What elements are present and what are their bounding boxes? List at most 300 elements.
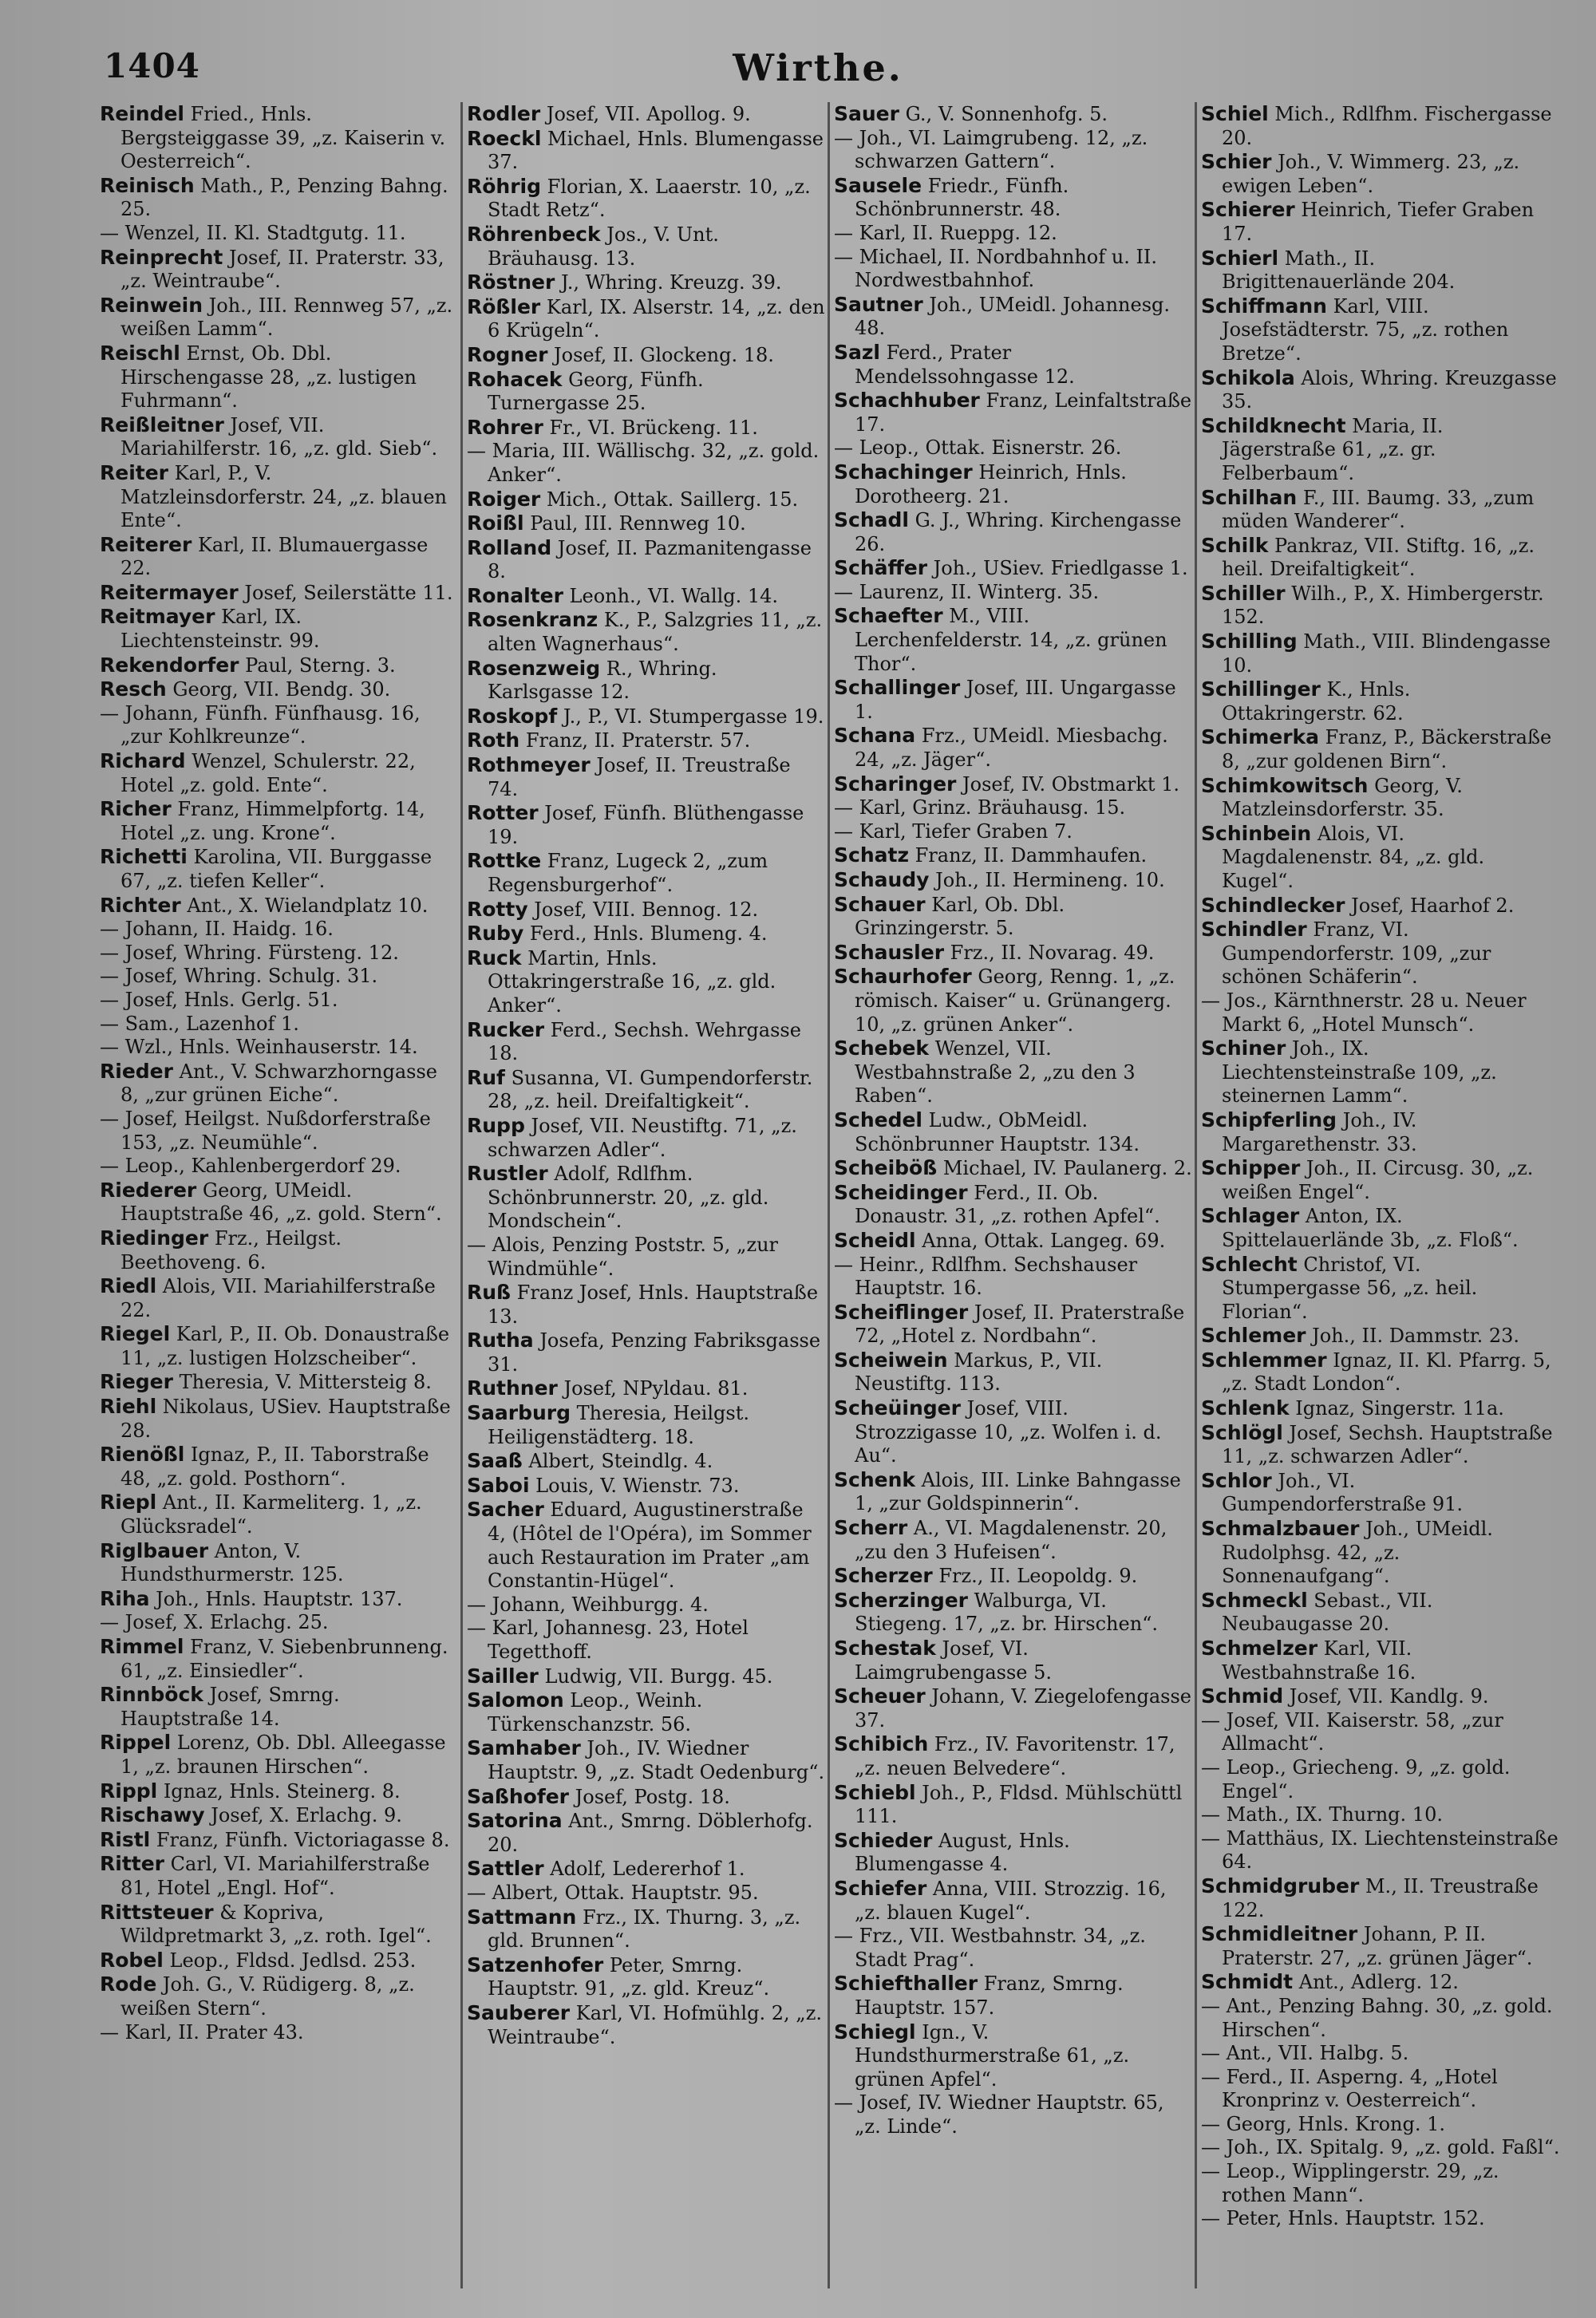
entry-details: — Leop., Griecheng. 9, „z. gold. Engel“.	[1201, 1755, 1511, 1803]
directory-entry	[834, 102, 1193, 127]
entry-surname: Sailler	[467, 1664, 539, 1688]
directory-entry	[1201, 1995, 1560, 2042]
directory-entry	[1201, 1922, 1560, 1970]
directory-entry	[467, 1018, 826, 1066]
entry-surname: Schausler	[834, 940, 945, 964]
entry-surname: Sausele	[834, 173, 922, 197]
entry-details: Georg, UMeidl. Hauptstraße 46, „z. gold. Stern“.	[120, 1179, 442, 1226]
directory-entry	[834, 174, 1193, 222]
directory-entry	[834, 460, 1193, 508]
directory-entry	[100, 1828, 459, 1853]
entry-details: Georg, VII. Bendg. 30.	[172, 678, 391, 701]
entry-details: Alois, VII. Mariahilferstraße 22.	[120, 1275, 436, 1321]
entry-details: Josef, VII. Mariahilferstr. 16, „z. gld. Sieb“.	[120, 413, 438, 460]
entry-details: Anna, Ottak. Langeg. 69.	[922, 1229, 1166, 1252]
directory-entry	[834, 556, 1193, 581]
directory-entry	[834, 843, 1193, 868]
entry-details: A., VI. Magdalenenstr. 20, „zu den 3 Hufeisen“.	[855, 1517, 1167, 1563]
entry-details: Leop., Weinh. Türkenschanzstr. 56.	[488, 1689, 703, 1736]
directory-entry	[834, 341, 1193, 389]
entry-surname: Rustler	[467, 1162, 548, 1186]
entry-surname: Schmidleitner	[1201, 1922, 1358, 1946]
entry-surname: Roth	[467, 729, 520, 752]
entry-surname: Roiger	[467, 487, 541, 511]
directory-entry	[100, 581, 459, 606]
directory-entry	[100, 965, 459, 989]
directory-entry	[1201, 918, 1560, 989]
entry-details: — Karl, II. Prater 43.	[100, 2020, 304, 2044]
directory-entry	[100, 1972, 459, 2020]
entry-details: K., P., Salzgries 11, „z. alten Wagnerhaus“.	[488, 609, 823, 656]
entry-details: Math., II. Brigittenauerlände 204.	[1222, 247, 1456, 294]
entry-details: — Wenzel, II. Kl. Stadtgutg. 11.	[100, 221, 406, 244]
entry-surname: Sautner	[834, 292, 923, 316]
directory-entry	[467, 849, 826, 897]
directory-entry	[1201, 2113, 1560, 2137]
column-divider	[828, 102, 830, 2288]
directory-entry	[100, 1155, 459, 1179]
entry-details: — Karl, Grinz. Bräuhausg. 15.	[834, 796, 1126, 819]
entry-details: Ferd., II. Ob. Donaustr. 31, „z. rothen Apfel“.	[855, 1181, 1160, 1228]
entry-surname: Riegel	[100, 1322, 171, 1346]
entry-surname: Reinisch	[100, 173, 195, 197]
entry-details: — Maria, III. Wällischg. 32, „z. gold. Anker“.	[467, 440, 820, 486]
entry-surname: Rosenkranz	[467, 608, 598, 632]
entry-surname: Ruthner	[467, 1376, 558, 1400]
entry-surname: Schildknecht	[1201, 413, 1346, 437]
directory-entry	[1201, 534, 1560, 582]
directory-entry	[467, 416, 826, 440]
entry-surname: Richard	[100, 749, 186, 773]
entry-details: Math., VIII. Blindengasse 10.	[1222, 630, 1551, 677]
entry-details: — Josef, X. Erlachg. 25.	[100, 1611, 329, 1634]
directory-entry	[1201, 1589, 1560, 1637]
entry-surname: Schadl	[834, 508, 909, 532]
directory-entry	[1201, 1396, 1560, 1421]
entry-surname: Schmelzer	[1201, 1637, 1318, 1660]
entry-surname: Saboi	[467, 1473, 530, 1497]
entry-surname: Schiner	[1201, 1037, 1286, 1060]
entry-details: Walburga, VI. Stiegeng. 17, „z. br. Hirschen“.	[855, 1589, 1159, 1636]
entry-details: Fr., VI. Brückeng. 11.	[549, 416, 758, 439]
entry-details: Alois, III. Linke Bahngasse 1, „zur Goldspinnerin“.	[855, 1468, 1181, 1515]
directory-entry	[100, 533, 459, 581]
directory-entry	[834, 1396, 1193, 1468]
entry-details: — Karl, II. Rueppg. 12.	[834, 221, 1057, 244]
entry-details: Math., P., Penzing Bahng. 25.	[120, 174, 448, 221]
directory-entry	[100, 1370, 459, 1395]
entry-surname: Schiegl	[834, 2020, 916, 2044]
directory-entry	[467, 2001, 826, 2049]
entry-surname: Roeckl	[467, 126, 542, 150]
entry-details: Joh., II. Hermineng. 10.	[935, 869, 1165, 891]
directory-entry	[100, 942, 459, 966]
directory-entry	[467, 1114, 826, 1162]
entry-surname: Schiefer	[834, 1876, 927, 1900]
entry-details: Fried., Hnls. Bergsteiggasse 39, „z. Kaiserin v. Oesterreich“.	[120, 103, 446, 173]
directory-entry	[834, 1468, 1193, 1516]
entry-surname: Reitmayer	[100, 605, 215, 629]
entry-details: Joh., II. Circusg. 30, „z. weißen Engel“.	[1222, 1157, 1534, 1203]
entry-surname: Ruck	[467, 946, 522, 969]
entry-surname: Reindel	[100, 102, 184, 125]
directory-entry	[100, 1803, 459, 1828]
entry-details: Franz, II. Dammhaufen.	[915, 844, 1148, 867]
entry-details: Michael, IV. Paulanerg. 2.	[942, 1157, 1192, 1180]
entry-surname: Schiebl	[834, 1780, 916, 1804]
entry-details: Karl, Ob. Dbl. Grinzingerstr. 5.	[855, 893, 1065, 940]
directory-entry	[100, 845, 459, 893]
entry-surname: Rippl	[100, 1779, 158, 1803]
directory-entry	[1201, 1709, 1560, 1756]
directory-entry	[834, 676, 1193, 724]
directory-entry	[1201, 1469, 1560, 1517]
entry-surname: Schinbein	[1201, 821, 1312, 845]
entry-details: Heinrich, Tiefer Graben 17.	[1222, 199, 1535, 245]
directory-entry	[100, 222, 459, 246]
entry-details: Karl, IX. Liechtensteinstr. 99.	[120, 606, 320, 653]
entry-surname: Robel	[100, 1948, 164, 1972]
entry-surname: Schana	[834, 724, 916, 748]
entry-surname: Schier	[1201, 150, 1272, 174]
entry-surname: Schmalzbauer	[1201, 1517, 1360, 1541]
directory-entry	[467, 368, 826, 416]
entry-surname: Reißleitner	[100, 413, 224, 436]
entry-details: F., III. Baumg. 33, „zum müden Wanderer“.	[1222, 486, 1535, 533]
entry-surname: Salomon	[467, 1688, 564, 1712]
directory-entry	[834, 1516, 1193, 1564]
entry-surname: Sauberer	[467, 2000, 571, 2024]
page-number: 1404	[104, 46, 200, 85]
entry-surname: Schenk	[834, 1467, 916, 1491]
entry-details: Jos., V. Unt. Bräuhausg. 13.	[488, 223, 719, 270]
entry-details: — Wzl., Hnls. Weinhauserstr. 14.	[100, 1036, 418, 1059]
entry-details: Karl, P., II. Ob. Donaustraße 11, „z. lustigen Holzscheiber“.	[120, 1323, 450, 1369]
directory-entry	[834, 1229, 1193, 1254]
entry-details: Anna, VIII. Strozzig. 16, „z. blauen Kugel“.	[855, 1877, 1167, 1924]
directory-entry	[1201, 294, 1560, 366]
directory-entry	[467, 898, 826, 922]
entry-surname: Scherzer	[834, 1564, 933, 1588]
directory-entry	[834, 2020, 1193, 2092]
entry-details: Frz., II. Novarag. 49.	[950, 941, 1155, 964]
directory-entry	[467, 1785, 826, 1810]
page-title: Wirthe.	[733, 46, 903, 89]
entry-surname: Scheüinger	[834, 1396, 961, 1420]
entry-surname: Rolland	[467, 535, 552, 559]
entry-details: K., Hnls. Ottakringerstr. 62.	[1222, 678, 1411, 725]
directory-entry	[834, 893, 1193, 941]
entry-details: — Joh., VI. Laimgrubeng. 12, „z. schwarzen Gattern“.	[834, 126, 1148, 173]
directory-entry	[834, 941, 1193, 966]
directory-entry	[1201, 1970, 1560, 1995]
directory-entry	[1201, 486, 1560, 534]
entry-surname: Rittsteuer	[100, 1900, 214, 1924]
entry-details: — Joh., IX. Spitalg. 9, „z. gold. Faßl“.	[1201, 2136, 1560, 2159]
directory-entry	[100, 1322, 459, 1370]
entry-details: Johann, V. Ziegelofengasse 37.	[855, 1685, 1192, 1732]
entry-details: Franz, V. Siebenbrunneng. 61, „z. Einsiedler“.	[120, 1636, 448, 1682]
entry-surname: Scheiwein	[834, 1348, 948, 1372]
entry-details: Josef, VI. Laimgrubengasse 5.	[855, 1637, 1053, 1684]
entry-details: Josef, IV. Obstmarkt 1.	[962, 772, 1180, 796]
entry-details: Theresia, V. Mittersteig 8.	[179, 1371, 432, 1394]
directory-entry	[100, 749, 459, 797]
entry-surname: Riedl	[100, 1274, 157, 1298]
directory-entry	[467, 1664, 826, 1689]
entry-surname: Schierer	[1201, 198, 1295, 222]
directory-entry	[834, 127, 1193, 174]
entry-surname: Schmid	[1201, 1684, 1284, 1708]
entry-surname: Riglbauer	[100, 1538, 209, 1562]
entry-details: Franz, Smrng. Hauptstr. 157.	[855, 1972, 1124, 2019]
entry-details: Christof, VI. Stumpergasse 56, „z. heil. Florian“.	[1222, 1253, 1478, 1323]
entry-details: — Josef, Hnls. Gerlg. 51.	[100, 988, 338, 1011]
entry-surname: Schachhuber	[834, 389, 980, 413]
entry-details: & Kopriva, Wildpretmarkt 3, „z. roth. Igel“.	[120, 1901, 432, 1948]
directory-entry	[834, 1181, 1193, 1229]
directory-entry	[834, 508, 1193, 556]
entry-details: Josef, VIII. Bennog. 12.	[534, 898, 759, 921]
entry-surname: Satzenhofer	[467, 1953, 604, 1976]
entry-details: Alois, VI. Magdalenenstr. 84, „z. gld. Kugel“.	[1222, 822, 1485, 892]
entry-surname: Satorina	[467, 1809, 563, 1833]
entry-details: Franz Josef, Hnls. Hauptstraße 13.	[488, 1281, 819, 1328]
entry-details: Karl, P., V. Matzleinsdorferstr. 24, „z. blauen Ente“.	[120, 461, 447, 532]
directory-entry	[100, 1179, 459, 1226]
entry-details: Mich., Rdlfhm. Fischergasse 20.	[1222, 103, 1552, 149]
entry-details: — Alois, Penzing Poststr. 5, „zur Windmühle“.	[467, 1233, 779, 1280]
directory-entry	[1201, 677, 1560, 725]
directory-entry	[467, 440, 826, 487]
entry-surname: Rekendorfer	[100, 653, 239, 677]
directory-entry	[1201, 150, 1560, 198]
directory-entry	[467, 1688, 826, 1736]
directory-entry	[834, 724, 1193, 772]
entry-surname: Ruf	[467, 1065, 505, 1089]
directory-entry	[834, 1156, 1193, 1181]
entry-surname: Rotty	[467, 897, 528, 921]
directory-entry	[467, 1281, 826, 1329]
entry-details: — Laurenz, II. Winterg. 35.	[834, 580, 1100, 603]
column-2	[467, 102, 826, 2304]
entry-details: Karl, IX. Alserstr. 14, „z. den 6 Krügeln“.	[488, 295, 825, 342]
entry-details: Josefa, Penzing Fabriksgasse 31.	[488, 1329, 821, 1376]
entry-surname: Schlager	[1201, 1204, 1300, 1228]
directory-entry	[1201, 822, 1560, 894]
directory-entry	[100, 1108, 459, 1155]
directory-entry	[834, 1972, 1193, 2020]
entry-details: Josef, Haarhof 2.	[1351, 894, 1515, 917]
entry-details: R., Whring. Karlsgasse 12.	[488, 657, 717, 704]
directory-entry	[100, 342, 459, 413]
directory-entry	[1201, 774, 1560, 822]
entry-details: — Karl, Tiefer Graben 7.	[834, 819, 1073, 843]
directory-entry	[100, 102, 459, 174]
entry-details: Florian, X. Laaerstr. 10, „z. Stadt Retz“.	[488, 175, 811, 222]
entry-details: Maria, II. Jägerstraße 61, „z. gr. Felberbaum“.	[1222, 414, 1444, 484]
entry-details: Ant., Adlerg. 12.	[1298, 1971, 1459, 1994]
directory-entry	[100, 1587, 459, 1612]
directory-entry	[100, 294, 459, 342]
entry-details: Franz, VI. Gumpendorferstr. 109, „zur schönen Schäferin“.	[1222, 918, 1491, 989]
directory-entry	[834, 1564, 1193, 1589]
entry-surname: Rosenzweig	[467, 656, 601, 680]
entry-surname: Rogner	[467, 342, 548, 366]
entry-details: Karl, VII. Westbahnstraße 16.	[1222, 1637, 1416, 1684]
entry-surname: Scheuer	[834, 1684, 926, 1708]
entry-details: Joh., UMeidl. Johannesg. 48.	[855, 293, 1171, 340]
entry-surname: Schilhan	[1201, 485, 1298, 509]
entry-details: Ferd., Hnls. Blumeng. 4.	[529, 922, 768, 946]
directory-entry	[467, 1736, 826, 1784]
entry-details: Franz, Lugeck 2, „zum Regensburgerhof“.	[488, 850, 768, 896]
directory-entry	[100, 1852, 459, 1900]
entry-surname: Schillinger	[1201, 677, 1321, 701]
entry-details: Nikolaus, USiev. Hauptstraße 28.	[120, 1396, 451, 1442]
directory-entry	[1201, 1037, 1560, 1108]
entry-details: — Matthäus, IX. Liechtensteinstraße 64.	[1201, 1826, 1558, 1874]
entry-details: Josef, X. Erlachg. 9.	[211, 1804, 402, 1827]
entry-surname: Rohrer	[467, 415, 543, 439]
entry-surname: Sauer	[834, 102, 899, 125]
entry-details: Ant., V. Schwarzhorngasse 8, „zur grünen Eiche“.	[120, 1060, 437, 1107]
entry-details: Ferd., Prater Mendelssohngasse 12.	[855, 341, 1075, 388]
entry-surname: Scherr	[834, 1516, 908, 1540]
directory-entry	[467, 511, 826, 536]
entry-details: — Johann, Weihburgg. 4.	[467, 1593, 709, 1616]
entry-surname: Saaß	[467, 1449, 523, 1473]
directory-entry	[1201, 2042, 1560, 2066]
directory-entry	[467, 1329, 826, 1376]
entry-details: Joh., V. Wimmerg. 23, „z. ewigen Leben“.	[1222, 151, 1520, 197]
entry-surname: Schauer	[834, 892, 926, 916]
entry-details: Ant., X. Wielandplatz 10.	[187, 894, 429, 917]
entry-details: Josef, Sechsh. Hauptstraße 11, „z. schwarzen Adler“.	[1222, 1421, 1553, 1468]
entry-details: Heinrich, Hnls. Dorotheerg. 21.	[855, 460, 1127, 507]
entry-surname: Riederer	[100, 1178, 197, 1202]
entry-details: Joh., III. Rennweg 57, „z. weißen Lamm“.	[120, 294, 453, 341]
entry-details: — Albert, Ottak. Hauptstr. 95.	[467, 1881, 759, 1904]
directory-entry	[100, 894, 459, 918]
directory-entry	[467, 1617, 826, 1664]
entry-details: Michael, Hnls. Blumengasse 37.	[488, 127, 824, 174]
directory-entry	[1201, 1204, 1560, 1252]
entry-details: Paul, Sterng. 3.	[245, 654, 396, 677]
entry-details: Mich., Ottak. Saillerg. 15.	[546, 488, 799, 511]
directory-entry	[834, 1877, 1193, 1925]
entry-details: Frz., II. Leopoldg. 9.	[938, 1565, 1138, 1588]
entry-details: Anton, IX. Spittelauerlände 3b, „z. Floß“.	[1222, 1205, 1519, 1251]
directory-entry	[467, 127, 826, 175]
entry-details: — Michael, II. Nordbahnhof u. II. Nordwestbahnhof.	[834, 245, 1158, 292]
entry-surname: Schatz	[834, 843, 909, 867]
entry-details: Wenzel, VII. Westbahnstraße 2, „zu den 3 Raben“.	[855, 1037, 1136, 1108]
entry-surname: Rotter	[467, 801, 539, 825]
directory-entry	[467, 922, 826, 946]
entry-details: G. J., Whring. Kirchengasse 26.	[855, 509, 1182, 555]
entry-surname: Röhrig	[467, 174, 542, 198]
entry-details: Josef, VII. Neustiftg. 71, „z. schwarzen Adler“.	[488, 1114, 797, 1161]
entry-details: — Math., IX. Thurng. 10.	[1201, 1803, 1443, 1826]
entry-surname: Reinprecht	[100, 245, 223, 269]
directory-entry	[1201, 1874, 1560, 1922]
entry-surname: Scheiböß	[834, 1156, 938, 1180]
column-4	[1201, 102, 1560, 2304]
entry-surname: Rottke	[467, 849, 542, 873]
page-header	[104, 46, 1532, 102]
directory-columns	[100, 102, 1560, 2304]
directory-entry	[100, 702, 459, 749]
entry-details: Susanna, VI. Gumpendorferstr. 28, „z. heil. Dreifaltigkeit“.	[488, 1066, 813, 1113]
entry-surname: Schibich	[834, 1732, 929, 1756]
entry-details: Leop., Fldsd. Jedlsd. 253.	[169, 1949, 417, 1972]
directory-entry	[100, 654, 459, 678]
directory-entry	[834, 1637, 1193, 1684]
directory-entry	[100, 1779, 459, 1804]
entry-details: Martin, Hnls. Ottakringerstraße 16, „z. gld. Anker“.	[488, 946, 776, 1017]
directory-entry	[1201, 630, 1560, 677]
entry-surname: Rohacek	[467, 367, 563, 391]
directory-entry	[100, 989, 459, 1013]
entry-details: Josef, VII. Kandlg. 9.	[1289, 1685, 1489, 1708]
entry-details: Franz, Himmelpfortg. 14, Hotel „z. ung. Krone“.	[120, 798, 425, 844]
entry-surname: Schipferling	[1201, 1108, 1337, 1131]
entry-details: Markus, P., VII. Neustiftg. 113.	[855, 1349, 1103, 1396]
entry-surname: Rimmel	[100, 1635, 184, 1658]
entry-details: Frz., IV. Favoritenstr. 17, „z. neuen Belvedere“.	[855, 1733, 1175, 1779]
entry-surname: Resch	[100, 677, 167, 701]
entry-details: — Karl, Johannesg. 23, Hotel Tegetthoff.	[467, 1617, 749, 1663]
directory-entry	[467, 1376, 826, 1401]
directory-entry	[834, 246, 1193, 293]
entry-details: Josef, III. Ungargasse 1.	[855, 677, 1176, 723]
entry-details: Josef, VIII. Strozzigasse 10, „z. Wolfen i. d. Au“.	[855, 1397, 1162, 1467]
directory-entry	[1201, 1253, 1560, 1325]
entry-details: — Frz., VII. Westbahnstr. 34, „z. Stadt Prag“.	[834, 1925, 1146, 1971]
entry-surname: Reiter	[100, 460, 169, 484]
directory-entry	[100, 1226, 459, 1274]
entry-details: J., Whring. Kreuzg. 39.	[560, 271, 782, 294]
directory-entry	[1201, 366, 1560, 414]
directory-entry	[467, 1882, 826, 1905]
entry-details: M., II. Treustraße 122.	[1222, 1874, 1539, 1921]
directory-entry	[467, 1162, 826, 1234]
entry-details: August, Hnls. Blumengasse 4.	[855, 1829, 1070, 1876]
directory-entry	[100, 1274, 459, 1322]
entry-details: — Georg, Hnls. Krong. 1.	[1201, 2112, 1446, 2135]
directory-entry	[100, 461, 459, 533]
entry-details: Ant., II. Karmeliterg. 1, „z. Glücksradel“.	[120, 1491, 422, 1538]
entry-details: Franz, Leinfaltstraße 17.	[855, 389, 1192, 436]
directory-entry	[1201, 414, 1560, 486]
entry-surname: Schindler	[1201, 918, 1307, 942]
entry-surname: Schilk	[1201, 533, 1269, 557]
entry-details: Franz, P., Bäckerstraße 8, „zur goldenen Birn“.	[1222, 726, 1552, 773]
entry-details: Eduard, Augustinerstraße 4, (Hôtel de l'Opéra), im Sommer auch Restauration im Prater „am Constantin-Hügel“.	[488, 1499, 812, 1593]
entry-details: Joh., P., Fldsd. Mühlschüttl 111.	[855, 1781, 1183, 1828]
column-1	[100, 102, 459, 2304]
entry-details: Josef, Smrng. Hauptstraße 14.	[120, 1684, 340, 1730]
directory-entry	[1201, 1517, 1560, 1589]
entry-surname: Schachinger	[834, 460, 973, 484]
entry-surname: Rothmeyer	[467, 753, 591, 777]
entry-surname: Riedinger	[100, 1226, 209, 1250]
entry-details: Josef, NPyldau. 81.	[563, 1377, 749, 1400]
entry-surname: Samhaber	[467, 1736, 581, 1760]
directory-entry	[834, 2091, 1193, 2138]
entry-surname: Schlor	[1201, 1468, 1272, 1492]
